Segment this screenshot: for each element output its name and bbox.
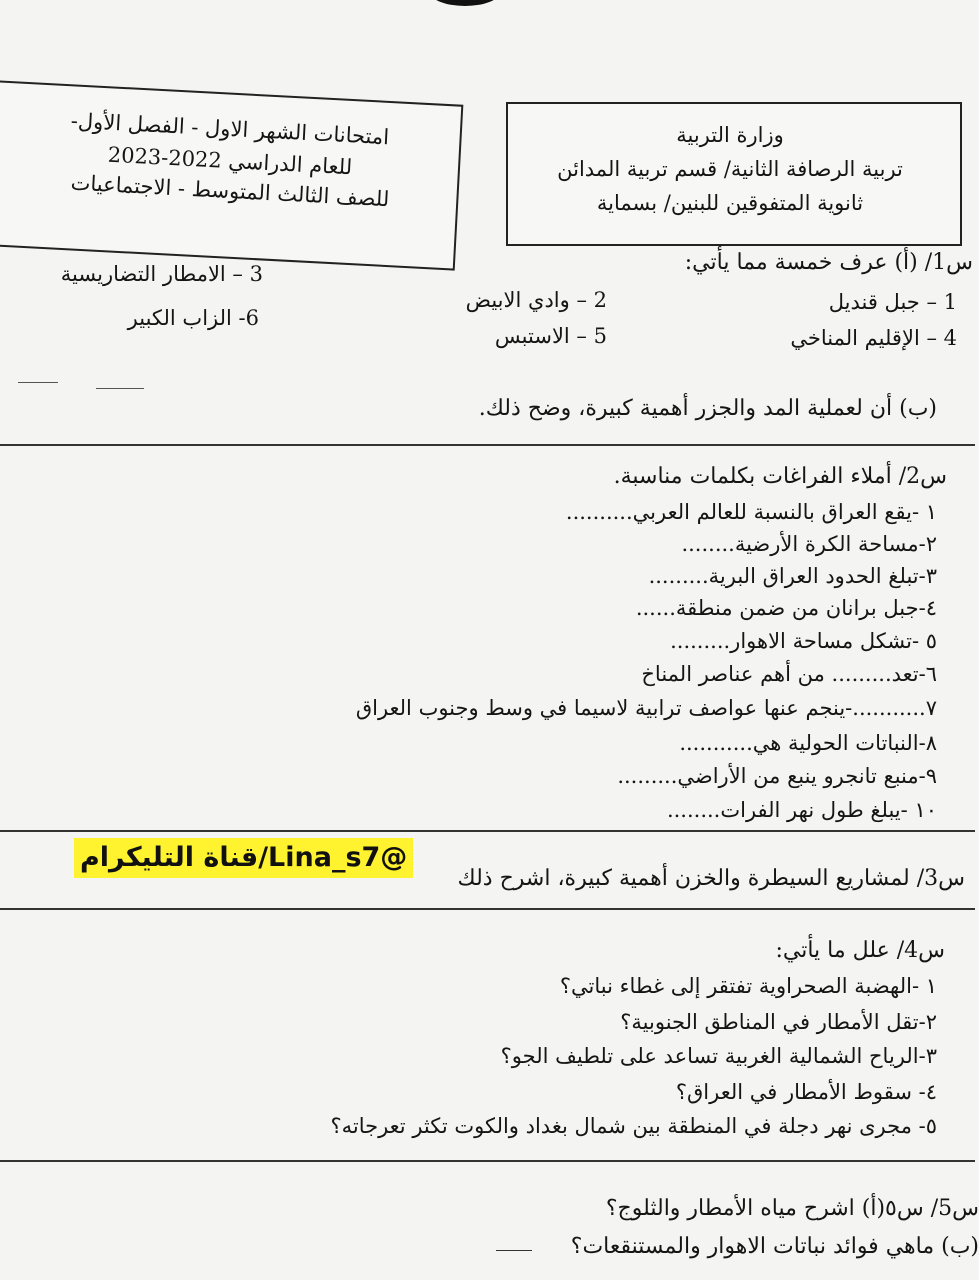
q2-item-3: ٣-تبلغ الحدود العراق البرية......... [648, 564, 937, 588]
q2-item-1: ١ -يقع العراق بالنسبة للعالم العربي.......... [565, 500, 937, 524]
telegram-watermark: قناة التليكرام/Lina_s7@ [74, 838, 413, 878]
scribble-mark [18, 382, 58, 383]
class-subject: للصف الثالث المتوسط - الاجتماعيات [70, 170, 390, 212]
q1-item-3: 3 – الامطار التضاريسية [60, 262, 263, 286]
school-name: ثانوية المتفوقين للبنين/ بسماية [596, 191, 864, 215]
exam-title: امتحانات الشهر الاول - الفصل الأول- [70, 108, 390, 150]
q2-item-7: ٧...........-ينجم عنها عواصف ترابية لاسيما في وسط وجنوب العراق [355, 696, 937, 720]
q4-item-3: ٣-الرياح الشمالية الغربية تساعد على تلطيف الجو؟ [500, 1044, 937, 1068]
directorate-name: تربية الرصافة الثانية/ قسم تربية المدائن [557, 157, 903, 181]
q2-item-8: ٨-النباتات الحولية هي........... [679, 731, 937, 755]
q2-title: س2/ أملاء الفراغات بكلمات مناسبة. [613, 464, 947, 489]
q1-item-5: 5 – الاستبس [494, 324, 607, 348]
q2-item-9: ٩-منبع تانجرو ينبع من الأراضي......... [617, 764, 937, 788]
section-divider [0, 830, 975, 832]
q4-item-1: ١ -الهضبة الصحراوية تفتقر إلى غطاء نباتي؟ [559, 974, 937, 998]
q2-item-10: ١٠ -يبلغ طول نهر الفرات........ [666, 798, 937, 822]
emblem-fragment [430, 0, 500, 6]
q2-item-4: ٤-جبل برانان من ضمن منطقة...... [635, 596, 937, 620]
q5-part-b: (ب) ماهي فوائد نباتات الاهوار والمستنقعات؟ [570, 1234, 979, 1259]
q1-item-1: 1 – جبل قنديل [828, 290, 957, 314]
q1-item-4: 4 – الإقليم المناخي [790, 326, 957, 350]
q2-item-6: ٦-تعد......... من أهم عناصر المناخ [641, 662, 937, 686]
q4-item-2: ٢-تقل الأمطار في المناطق الجنوبية؟ [620, 1010, 937, 1034]
q5-part-a: س5/ س٥(أ) اشرح مياه الأمطار والثلوج؟ [605, 1196, 979, 1221]
ministry-name: وزارة التربية [676, 123, 784, 147]
section-divider [0, 908, 975, 910]
q2-item-5: ٥ -تشكل مساحة الاهوار......... [670, 629, 937, 653]
q1-title: س1/ (أ) عرف خمسة مما يأتي: [684, 250, 973, 275]
section-divider [0, 444, 975, 446]
q4-item-5: ٥- مجرى نهر دجلة في المنطقة بين شمال بغداد والكوت تكثر تعرجاته؟ [330, 1114, 937, 1138]
q1-item-6: 6- الزاب الكبير [127, 306, 259, 330]
section-divider [0, 1160, 975, 1162]
q2-item-2: ٢-مساحة الكرة الأرضية........ [681, 532, 937, 556]
scribble-mark [96, 388, 144, 389]
q4-item-4: ٤- سقوط الأمطار في العراق؟ [675, 1080, 937, 1104]
scribble-mark [496, 1250, 532, 1251]
q1-part-b: (ب) أن لعملية المد والجزر أهمية كبيرة، وضح ذلك. [478, 396, 937, 421]
q1-item-2: 2 – وادي الابيض [465, 288, 607, 312]
q4-title: س4/ علل ما يأتي: [775, 938, 945, 963]
academic-year: للعام الدراسي 2022-2023 [107, 142, 353, 180]
q3-title: س3/ لمشاريع السيطرة والخزن أهمية كبيرة، اشرح ذلك [457, 866, 965, 891]
